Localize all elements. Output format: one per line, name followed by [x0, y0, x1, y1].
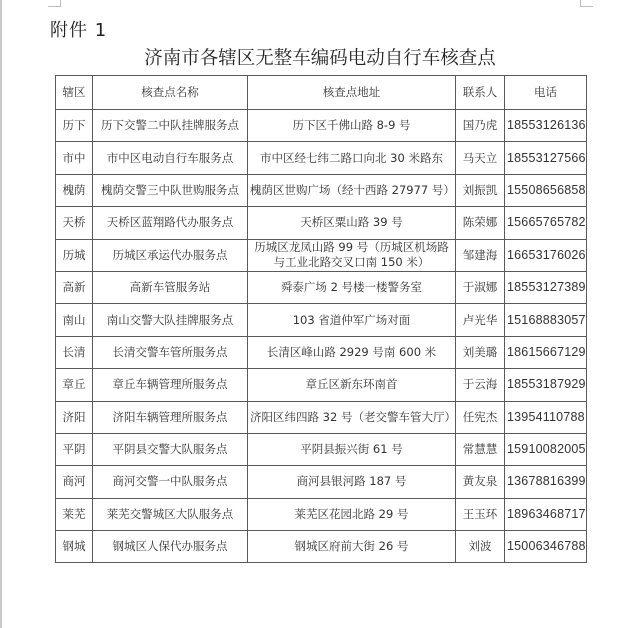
table-row — [56, 110, 587, 142]
document-title: 济南市各辖区无整车编码电动自行车核查点 — [144, 48, 496, 69]
phone-cell: 18553127389 — [505, 271, 587, 303]
checkpoint-name-cell: 商河交警一中队服务点 — [93, 466, 248, 498]
table-header-row — [56, 76, 587, 110]
district-cell: 历城 — [56, 239, 93, 271]
contact-cell: 陈荣娜 — [456, 207, 505, 239]
table-row — [56, 401, 587, 433]
table-row — [56, 207, 587, 239]
address-cell: 舜泰广场 2 号楼一楼警务室 — [248, 271, 456, 303]
phone-cell: 15508656858 — [505, 174, 587, 206]
table-row — [56, 304, 587, 336]
address-cell: 天桥区粟山路 39 号 — [248, 207, 456, 239]
phone-cell: 15665765782 — [505, 207, 587, 239]
checkpoint-name-cell: 章丘车辆管理所服务点 — [93, 369, 248, 401]
table-row — [56, 142, 587, 174]
checkpoint-name-cell: 南山交警大队挂牌服务点 — [93, 304, 248, 336]
checkpoint-name-cell: 历下交警二中队挂牌服务点 — [93, 110, 248, 142]
phone-cell: 13954110788 — [505, 401, 587, 433]
district-cell: 历下 — [56, 110, 93, 142]
phone-cell: 15006346788 — [505, 531, 587, 563]
contact-cell: 于云海 — [456, 369, 505, 401]
checkpoint-name-cell: 市中区电动自行车服务点 — [93, 142, 248, 174]
address-cell: 济阳区纬四路 32 号（老交警车管大厅） — [248, 401, 456, 433]
table-row — [56, 271, 587, 303]
table-row — [56, 498, 587, 530]
phone-cell: 18553126136 — [505, 110, 587, 142]
address-cell: 莱芜区花园北路 29 号 — [248, 498, 456, 530]
address-cell: 长清区峰山路 2929 号南 600 米 — [248, 336, 456, 368]
address-cell: 章丘区新东环南首 — [248, 369, 456, 401]
contact-cell: 王玉环 — [456, 498, 505, 530]
crop-mark-top-right — [580, 0, 593, 7]
page-edge — [0, 0, 2, 628]
table-row — [56, 466, 587, 498]
district-cell: 钢城 — [56, 531, 93, 563]
header-district: 辖区 — [56, 76, 93, 110]
checkpoint-name-cell: 历城区承运代办服务点 — [93, 239, 248, 271]
phone-cell: 16653176026 — [505, 239, 587, 271]
table-row — [56, 369, 587, 401]
address-cell: 商河县银河路 187 号 — [248, 466, 456, 498]
district-cell: 平阴 — [56, 433, 93, 465]
checkpoint-name-cell: 天桥区蓝翔路代办服务点 — [93, 207, 248, 239]
attachment-label: 附件 1 — [50, 20, 108, 41]
contact-cell: 刘振凯 — [456, 174, 505, 206]
phone-cell: 18553127566 — [505, 142, 587, 174]
checkpoint-name-cell: 槐荫交警三中队世购服务点 — [93, 174, 248, 206]
phone-cell: 18615667129 — [505, 336, 587, 368]
address-cell: 市中区经七纬二路口向北 30 米路东 — [248, 142, 456, 174]
contact-cell: 卢光华 — [456, 304, 505, 336]
address-cell: 钢城区府前大街 26 号 — [248, 531, 456, 563]
checkpoint-name-cell: 钢城区人保代办服务点 — [93, 531, 248, 563]
phone-cell: 15910082005 — [505, 433, 587, 465]
header-address: 核查点地址 — [248, 76, 456, 110]
contact-cell: 国乃虎 — [456, 110, 505, 142]
table-row — [56, 531, 587, 563]
contact-cell: 常慧慧 — [456, 433, 505, 465]
district-cell: 济阳 — [56, 401, 93, 433]
district-cell: 长清 — [56, 336, 93, 368]
header-phone: 电话 — [505, 76, 587, 110]
header-contact: 联系人 — [456, 76, 505, 110]
district-cell: 商河 — [56, 466, 93, 498]
district-cell: 莱芜 — [56, 498, 93, 530]
phone-cell: 18963468717 — [505, 498, 587, 530]
district-cell: 天桥 — [56, 207, 93, 239]
district-cell: 高新 — [56, 271, 93, 303]
district-cell: 槐荫 — [56, 174, 93, 206]
table-row — [56, 239, 587, 271]
contact-cell: 黄友泉 — [456, 466, 505, 498]
table-row — [56, 174, 587, 206]
district-cell: 章丘 — [56, 369, 93, 401]
phone-cell: 18553187929 — [505, 369, 587, 401]
checkpoint-name-cell: 莱芜交警城区大队服务点 — [93, 498, 248, 530]
checkpoint-table — [55, 75, 587, 563]
phone-cell: 13678816399 — [505, 466, 587, 498]
table-row — [56, 433, 587, 465]
address-cell: 历下区千佛山路 8-9 号 — [248, 110, 456, 142]
phone-cell: 15168883057 — [505, 304, 587, 336]
crop-mark-top-left — [48, 0, 61, 7]
contact-cell: 刘波 — [456, 531, 505, 563]
checkpoint-name-cell: 高新车管服务站 — [93, 271, 248, 303]
contact-cell: 邹建海 — [456, 239, 505, 271]
contact-cell: 任宪杰 — [456, 401, 505, 433]
table-row — [56, 336, 587, 368]
address-cell: 平阴县振兴街 61 号 — [248, 433, 456, 465]
address-cell: 槐荫区世购广场（经十西路 27977 号） — [248, 174, 456, 206]
contact-cell: 于淑娜 — [456, 271, 505, 303]
checkpoint-name-cell: 济阳车辆管理所服务点 — [93, 401, 248, 433]
checkpoint-name-cell: 平阴县交警大队服务点 — [93, 433, 248, 465]
contact-cell: 马天立 — [456, 142, 505, 174]
checkpoint-name-cell: 长清交警车管所服务点 — [93, 336, 248, 368]
district-cell: 市中 — [56, 142, 93, 174]
header-name: 核查点名称 — [93, 76, 248, 110]
district-cell: 南山 — [56, 304, 93, 336]
address-cell: 历城区龙凤山路 99 号（历城区机场路与工业北路交叉口南 150 米） — [248, 239, 456, 271]
contact-cell: 刘美璐 — [456, 336, 505, 368]
address-cell: 103 省道仲军广场对面 — [248, 304, 456, 336]
